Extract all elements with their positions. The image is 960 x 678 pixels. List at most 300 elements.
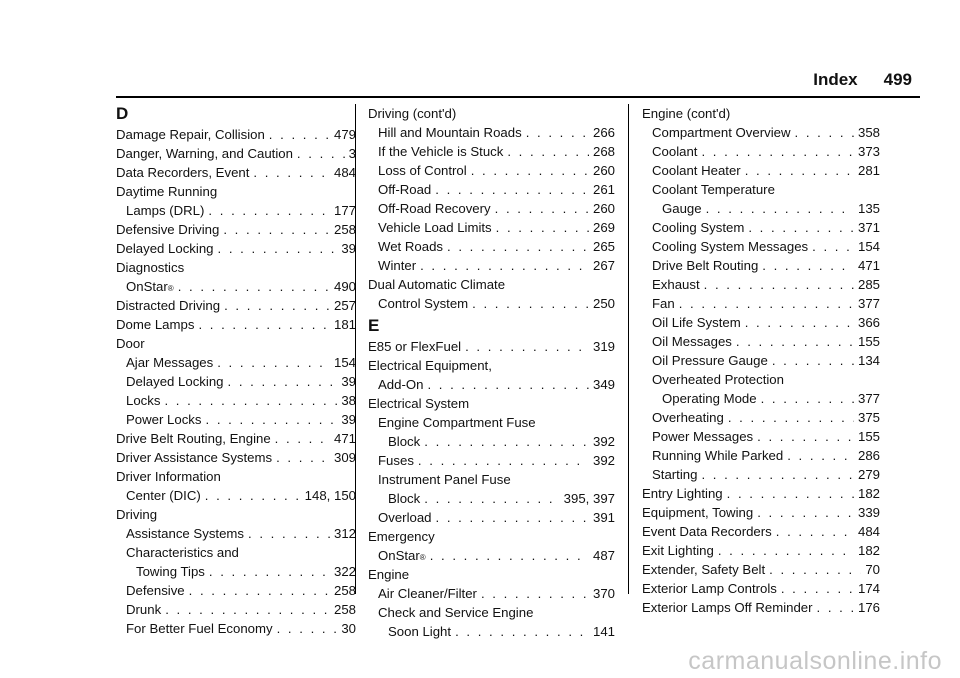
index-heading bbox=[642, 370, 880, 389]
page-reference: 392 bbox=[592, 453, 615, 468]
page-reference: 339 bbox=[857, 505, 880, 520]
header-rule bbox=[116, 96, 920, 98]
dot-leader bbox=[424, 489, 559, 508]
entry-text: Data Recorders, Event bbox=[116, 165, 250, 180]
index-entry bbox=[116, 163, 356, 182]
dot-leader bbox=[206, 410, 338, 429]
index-entry bbox=[642, 598, 880, 617]
entry-text: Distracted Driving bbox=[116, 298, 221, 313]
dot-leader bbox=[761, 389, 854, 408]
index-heading bbox=[116, 467, 356, 486]
index-entry bbox=[642, 408, 880, 427]
index-heading bbox=[642, 180, 880, 199]
index-entry bbox=[116, 296, 356, 315]
dot-leader bbox=[701, 465, 854, 484]
page-reference: 371 bbox=[857, 220, 880, 235]
entry-text: Soon Light bbox=[388, 624, 452, 639]
index-entry bbox=[116, 239, 356, 258]
index-entry bbox=[116, 220, 356, 239]
page-reference: 269 bbox=[592, 220, 615, 235]
dot-leader bbox=[447, 237, 589, 256]
index-entry bbox=[116, 410, 356, 429]
dot-leader bbox=[704, 275, 854, 294]
page-reference: 38 bbox=[341, 393, 356, 408]
entry-text: Driver Information bbox=[116, 469, 221, 484]
entry-text: Center (DIC) bbox=[126, 488, 201, 503]
dot-leader bbox=[218, 239, 338, 258]
page-reference: 176 bbox=[857, 600, 880, 615]
dot-leader bbox=[526, 123, 589, 142]
entry-text: Defensive Driving bbox=[116, 222, 220, 237]
entry-text: Dome Lamps bbox=[116, 317, 195, 332]
entry-text: Drunk bbox=[126, 602, 162, 617]
index-entry bbox=[642, 560, 880, 579]
index-entry bbox=[642, 256, 880, 275]
page-reference: 312 bbox=[333, 526, 356, 541]
index-entry bbox=[116, 429, 356, 448]
index-column-1 bbox=[116, 104, 356, 638]
page-reference: 322 bbox=[333, 564, 356, 579]
page-reference: 155 bbox=[857, 334, 880, 349]
index-entry bbox=[368, 622, 615, 641]
index-entry bbox=[642, 161, 880, 180]
dot-leader bbox=[178, 277, 330, 296]
entry-text: Gauge bbox=[662, 201, 702, 216]
dot-leader bbox=[679, 294, 854, 313]
page-reference: 258 bbox=[333, 583, 356, 598]
entry-text: Exterior Lamps Off Reminder bbox=[642, 600, 813, 615]
entry-text: Delayed Locking bbox=[126, 374, 224, 389]
entry-text: Oil Life System bbox=[652, 315, 741, 330]
dot-leader bbox=[189, 581, 330, 600]
index-entry bbox=[642, 218, 880, 237]
index-entry bbox=[642, 199, 880, 218]
entry-text: Running While Parked bbox=[652, 448, 784, 463]
index-entry bbox=[368, 489, 615, 508]
dot-leader bbox=[455, 622, 589, 641]
page-reference: 375 bbox=[857, 410, 880, 425]
entry-text: Drive Belt Routing, Engine bbox=[116, 431, 271, 446]
index-entry bbox=[116, 619, 356, 638]
index-entry bbox=[642, 484, 880, 503]
index-entry bbox=[368, 451, 615, 470]
index-entry bbox=[642, 123, 880, 142]
page-reference: 155 bbox=[857, 429, 880, 444]
dot-leader bbox=[795, 123, 854, 142]
page-reference: 484 bbox=[857, 524, 880, 539]
index-entry bbox=[642, 332, 880, 351]
column-divider bbox=[628, 104, 629, 594]
entry-text: Event Data Recorders bbox=[642, 524, 772, 539]
index-entry bbox=[116, 562, 356, 581]
page-reference: 377 bbox=[857, 391, 880, 406]
section-letter-d: D bbox=[116, 104, 129, 123]
entry-text: Driving (cont'd) bbox=[368, 106, 457, 121]
dot-leader bbox=[727, 484, 854, 503]
page-reference: 250 bbox=[592, 296, 615, 311]
entry-text: Instrument Panel Fuse bbox=[378, 472, 511, 487]
index-heading bbox=[642, 104, 880, 123]
page-reference: 258 bbox=[333, 222, 356, 237]
entry-text: If the Vehicle is Stuck bbox=[378, 144, 504, 159]
entry-text: Overheated Protection bbox=[652, 372, 784, 387]
dot-leader bbox=[757, 503, 854, 522]
index-entry bbox=[116, 144, 356, 163]
page-reference: 395, 397 bbox=[563, 491, 615, 506]
page-reference: 39 bbox=[341, 241, 356, 256]
entry-text: Compartment Overview bbox=[652, 125, 791, 140]
dot-leader bbox=[228, 372, 338, 391]
entry-text: Hill and Mountain Roads bbox=[378, 125, 522, 140]
index-entry bbox=[642, 503, 880, 522]
entry-list bbox=[642, 104, 880, 617]
index-entry bbox=[116, 600, 356, 619]
entry-text: Cooling System bbox=[652, 220, 745, 235]
dot-leader bbox=[436, 508, 589, 527]
index-entry bbox=[116, 524, 356, 543]
dot-leader bbox=[164, 391, 337, 410]
page-reference: 134 bbox=[857, 353, 880, 368]
entry-text: Towing Tips bbox=[136, 564, 205, 579]
entry-text: Wet Roads bbox=[378, 239, 443, 254]
entry-list bbox=[368, 104, 615, 313]
page-header bbox=[813, 70, 912, 90]
dot-leader bbox=[465, 337, 589, 356]
dot-leader bbox=[277, 619, 338, 638]
index-column-3 bbox=[642, 104, 880, 617]
page-reference: 370 bbox=[592, 586, 615, 601]
dot-leader bbox=[762, 256, 854, 275]
index-entry bbox=[368, 294, 615, 313]
page-reference: 257 bbox=[333, 298, 356, 313]
page-reference: 141 bbox=[592, 624, 615, 639]
entry-text: Locks bbox=[126, 393, 161, 408]
dot-leader bbox=[198, 315, 330, 334]
dot-leader bbox=[420, 256, 589, 275]
index-entry bbox=[116, 372, 356, 391]
dot-leader bbox=[496, 218, 589, 237]
page-reference: 267 bbox=[592, 258, 615, 273]
dot-leader bbox=[297, 144, 345, 163]
dot-leader bbox=[706, 199, 854, 218]
index-entry bbox=[642, 142, 880, 161]
dot-leader bbox=[253, 163, 330, 182]
page-reference: 392 bbox=[592, 434, 615, 449]
dot-leader bbox=[781, 579, 854, 598]
index-heading bbox=[368, 413, 615, 432]
entry-text: Loss of Control bbox=[378, 163, 467, 178]
dot-leader bbox=[507, 142, 589, 161]
index-entry bbox=[368, 337, 615, 356]
entry-text: Power Messages bbox=[652, 429, 754, 444]
entry-text: Operating Mode bbox=[662, 391, 757, 406]
index-heading bbox=[116, 182, 356, 201]
dot-leader bbox=[223, 220, 330, 239]
entry-text: Defensive bbox=[126, 583, 185, 598]
index-entry bbox=[368, 199, 615, 218]
dot-leader bbox=[217, 353, 330, 372]
entry-text: Dual Automatic Climate bbox=[368, 277, 506, 292]
dot-leader bbox=[435, 180, 589, 199]
entry-text: E85 or FlexFuel bbox=[368, 339, 462, 354]
page-reference: 309 bbox=[333, 450, 356, 465]
index-entry: OnStar ® . . . 487 bbox=[368, 546, 615, 565]
page-reference: 258 bbox=[333, 602, 356, 617]
dot-leader bbox=[418, 451, 589, 470]
entry-text: Delayed Locking bbox=[116, 241, 214, 256]
entry-text: Ajar Messages bbox=[126, 355, 214, 370]
dot-leader bbox=[745, 313, 854, 332]
page-reference: 471 bbox=[333, 431, 356, 446]
dot-leader bbox=[481, 584, 589, 603]
entry-text: Coolant Temperature bbox=[652, 182, 775, 197]
page-reference: 471 bbox=[857, 258, 880, 273]
entry-text: Exterior Lamp Controls bbox=[642, 581, 777, 596]
page-reference: 285 bbox=[857, 277, 880, 292]
entry-text: Exit Lighting bbox=[642, 543, 714, 558]
page-reference: 391 bbox=[592, 510, 615, 525]
page-reference: 3 bbox=[348, 146, 356, 161]
page-reference: 154 bbox=[857, 239, 880, 254]
entry-text: Lamps (DRL) bbox=[126, 203, 205, 218]
index-entry bbox=[116, 486, 356, 505]
dot-leader bbox=[772, 351, 854, 370]
entry-text: Engine bbox=[368, 567, 410, 582]
index-heading bbox=[368, 356, 615, 375]
index-entry bbox=[368, 508, 615, 527]
entry-text: Characteristics and bbox=[126, 545, 239, 560]
index-heading bbox=[116, 258, 356, 277]
dot-leader bbox=[205, 486, 301, 505]
entry-text: Door bbox=[116, 336, 145, 351]
page-reference: 39 bbox=[341, 374, 356, 389]
page-reference: 30 bbox=[341, 621, 356, 636]
page-reference: 319 bbox=[592, 339, 615, 354]
entry-text: Damage Repair, Collision bbox=[116, 127, 265, 142]
index-entry bbox=[642, 275, 880, 294]
entry-text: Air Cleaner/Filter bbox=[378, 586, 477, 601]
section-letter-e: E bbox=[368, 316, 380, 335]
entry-text: Drive Belt Routing bbox=[652, 258, 759, 273]
page-reference: 260 bbox=[592, 163, 615, 178]
dot-leader bbox=[275, 429, 330, 448]
page-reference: 490 bbox=[333, 279, 356, 294]
entry-text: Cooling System Messages bbox=[652, 239, 809, 254]
page-reference: 358 bbox=[857, 125, 880, 140]
page-reference: 177 bbox=[333, 203, 356, 218]
page-reference: 182 bbox=[857, 543, 880, 558]
page-reference: 135 bbox=[857, 201, 880, 216]
index-entry bbox=[368, 375, 615, 394]
page-reference: 487 bbox=[592, 548, 615, 563]
entry-text: Off-Road Recovery bbox=[378, 201, 491, 216]
index-entry bbox=[642, 351, 880, 370]
entry-text: Coolant Heater bbox=[652, 163, 741, 178]
index-entry bbox=[642, 579, 880, 598]
entry-list bbox=[116, 125, 356, 638]
entry-text: Control System bbox=[378, 296, 469, 311]
dot-leader bbox=[736, 332, 854, 351]
dot-leader bbox=[495, 199, 589, 218]
entry-text: Winter bbox=[378, 258, 417, 273]
index-entry bbox=[368, 256, 615, 275]
entry-text: Entry Lighting bbox=[642, 486, 723, 501]
page-reference: 174 bbox=[857, 581, 880, 596]
index-entry bbox=[642, 522, 880, 541]
page-reference: 484 bbox=[333, 165, 356, 180]
page-reference: 373 bbox=[857, 144, 880, 159]
dot-leader bbox=[718, 541, 854, 560]
entry-text: Engine Compartment Fuse bbox=[378, 415, 536, 430]
index-heading bbox=[116, 505, 356, 524]
index-entry bbox=[642, 446, 880, 465]
entry-text: Add-On bbox=[378, 377, 424, 392]
dot-leader bbox=[748, 218, 854, 237]
entry-text: Oil Messages bbox=[652, 334, 732, 349]
page-reference: 286 bbox=[857, 448, 880, 463]
page-reference: 154 bbox=[333, 355, 356, 370]
index-heading bbox=[116, 334, 356, 353]
dot-leader bbox=[248, 524, 330, 543]
entry-text: Extender, Safety Belt bbox=[642, 562, 766, 577]
column-divider bbox=[355, 104, 356, 594]
index-entry bbox=[116, 315, 356, 334]
entry-text: Assistance Systems bbox=[126, 526, 244, 541]
page-reference: 148, 150 bbox=[304, 488, 356, 503]
page-reference: 39 bbox=[341, 412, 356, 427]
page-reference: 281 bbox=[857, 163, 880, 178]
index-heading bbox=[368, 603, 615, 622]
index-heading bbox=[368, 565, 615, 584]
dot-leader bbox=[769, 560, 861, 579]
index-heading bbox=[368, 527, 615, 546]
index-heading bbox=[368, 394, 615, 413]
entry-text: Power Locks bbox=[126, 412, 202, 427]
index-heading bbox=[368, 470, 615, 489]
index-heading bbox=[368, 104, 615, 123]
index-entry bbox=[642, 294, 880, 313]
index-entry bbox=[368, 180, 615, 199]
page-reference: 366 bbox=[857, 315, 880, 330]
entry-text: OnStar bbox=[126, 279, 168, 294]
page-reference: 70 bbox=[865, 562, 880, 577]
dot-leader bbox=[472, 294, 589, 313]
entry-text: For Better Fuel Economy bbox=[126, 621, 273, 636]
entry-text: Driver Assistance Systems bbox=[116, 450, 273, 465]
index-entry bbox=[116, 581, 356, 600]
entry-text: Vehicle Load Limits bbox=[378, 220, 492, 235]
entry-text: Off-Road bbox=[378, 182, 432, 197]
page-reference: 266 bbox=[592, 125, 615, 140]
index-entry bbox=[642, 465, 880, 484]
dot-leader bbox=[812, 237, 854, 256]
dot-leader bbox=[224, 296, 330, 315]
page-reference: 182 bbox=[857, 486, 880, 501]
index-entry bbox=[368, 432, 615, 451]
dot-leader bbox=[471, 161, 589, 180]
entry-text: Emergency bbox=[368, 529, 435, 544]
index-entry bbox=[368, 123, 615, 142]
entry-text: Equipment, Towing bbox=[642, 505, 754, 520]
index-entry bbox=[642, 427, 880, 446]
index-entry bbox=[368, 161, 615, 180]
index-entry bbox=[116, 201, 356, 220]
page-reference: 479 bbox=[333, 127, 356, 142]
entry-text: Driving bbox=[116, 507, 158, 522]
section-title: Index bbox=[813, 70, 858, 89]
entry-text: Diagnostics bbox=[116, 260, 185, 275]
page-reference: 181 bbox=[333, 317, 356, 332]
index-entry bbox=[642, 541, 880, 560]
dot-leader bbox=[427, 375, 589, 394]
page-reference: 377 bbox=[857, 296, 880, 311]
dot-leader bbox=[776, 522, 854, 541]
index-entry bbox=[368, 142, 615, 161]
entry-text: Check and Service Engine bbox=[378, 605, 534, 620]
dot-leader bbox=[817, 598, 854, 617]
dot-leader bbox=[430, 546, 589, 565]
entry-text: Exhaust bbox=[652, 277, 700, 292]
entry-text: Block bbox=[388, 491, 421, 506]
index-entry bbox=[642, 389, 880, 408]
index-heading bbox=[368, 275, 615, 294]
index-entry: OnStar ® . . . 490 bbox=[116, 277, 356, 296]
entry-list bbox=[368, 337, 615, 641]
index-entry bbox=[368, 584, 615, 603]
dot-leader bbox=[757, 427, 854, 446]
index-entry bbox=[116, 353, 356, 372]
index-column-2 bbox=[368, 104, 615, 641]
index-entry bbox=[116, 391, 356, 410]
entry-text: Oil Pressure Gauge bbox=[652, 353, 768, 368]
page-reference: 268 bbox=[592, 144, 615, 159]
page-reference: 260 bbox=[592, 201, 615, 216]
dot-leader bbox=[269, 125, 330, 144]
index-entry bbox=[642, 237, 880, 256]
entry-text: OnStar bbox=[378, 548, 420, 563]
entry-text: Fan bbox=[652, 296, 675, 311]
entry-text: Electrical System bbox=[368, 396, 470, 411]
page-reference: 349 bbox=[592, 377, 615, 392]
page-reference: 265 bbox=[592, 239, 615, 254]
index-entry bbox=[368, 237, 615, 256]
dot-leader bbox=[209, 562, 330, 581]
page-number: 499 bbox=[883, 70, 912, 89]
entry-text: Engine (cont'd) bbox=[642, 106, 731, 121]
index-heading bbox=[116, 543, 356, 562]
entry-text: Coolant bbox=[652, 144, 698, 159]
dot-leader bbox=[276, 448, 330, 467]
dot-leader bbox=[424, 432, 589, 451]
dot-leader bbox=[745, 161, 854, 180]
index-entry bbox=[368, 218, 615, 237]
entry-text: Overload bbox=[378, 510, 432, 525]
watermark: carmanualsonline.info bbox=[688, 647, 942, 675]
entry-text: Starting bbox=[652, 467, 698, 482]
dot-leader bbox=[728, 408, 854, 427]
entry-text: Overheating bbox=[652, 410, 724, 425]
page-reference: 261 bbox=[592, 182, 615, 197]
entry-text: Electrical Equipment, bbox=[368, 358, 492, 373]
entry-text: Block bbox=[388, 434, 421, 449]
entry-text: Daytime Running bbox=[116, 184, 218, 199]
entry-text: Fuses bbox=[378, 453, 414, 468]
index-entry bbox=[116, 448, 356, 467]
page-reference: 279 bbox=[857, 467, 880, 482]
dot-leader bbox=[208, 201, 330, 220]
dot-leader bbox=[165, 600, 330, 619]
dot-leader bbox=[701, 142, 854, 161]
